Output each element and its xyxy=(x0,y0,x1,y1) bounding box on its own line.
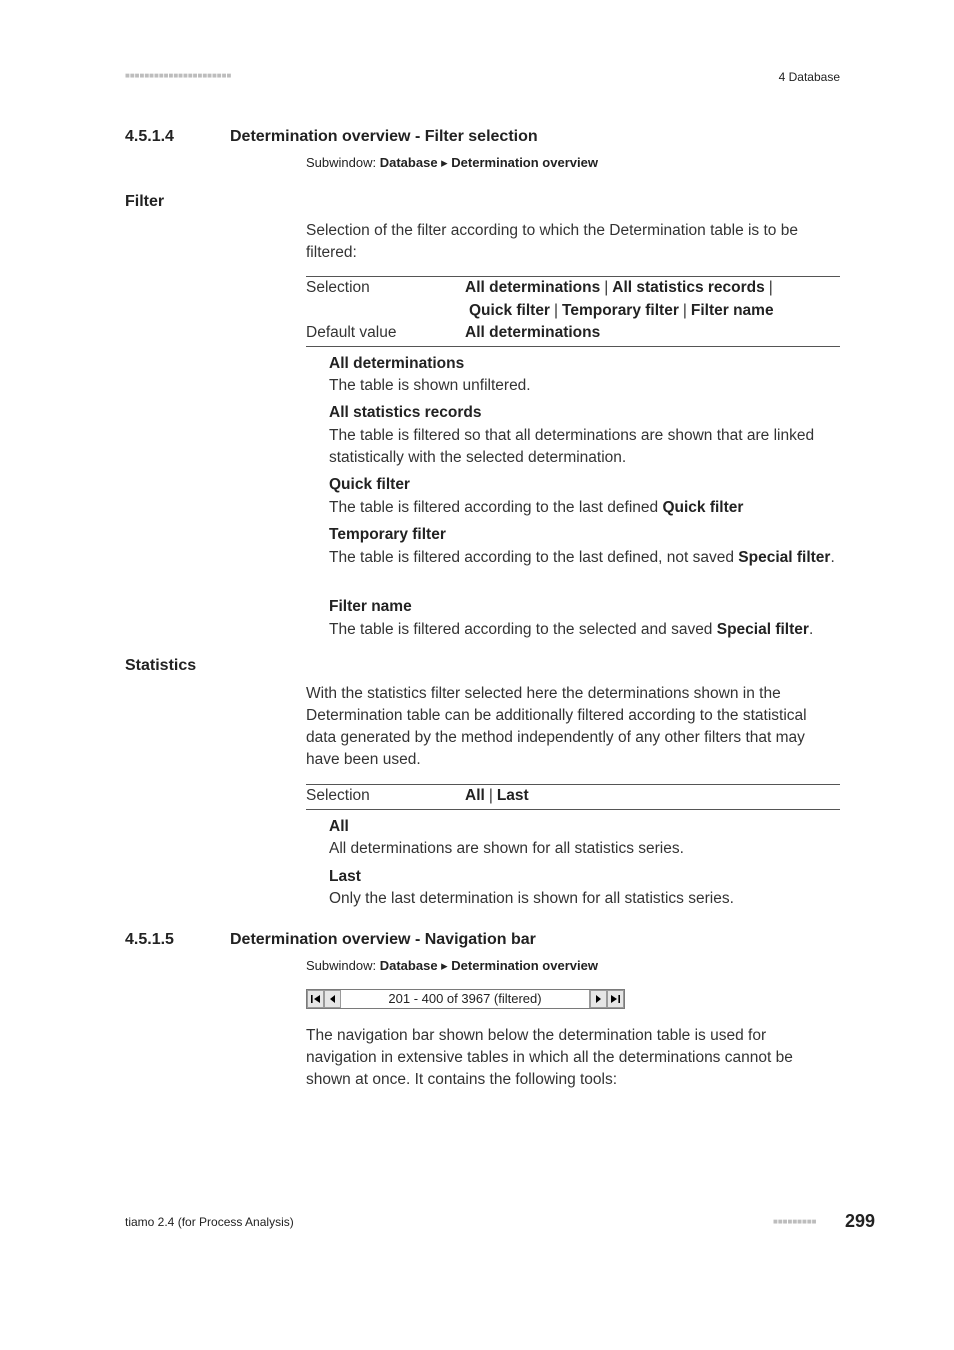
option-value: Last xyxy=(496,787,529,804)
option-value: Quick filter xyxy=(469,301,550,319)
option-description: The table is filtered according to the last defined, not saved Special filter. xyxy=(329,549,835,566)
option-title: Last xyxy=(329,868,361,885)
next-page-icon[interactable] xyxy=(590,990,607,1008)
section-number: 4.5.1.5 xyxy=(125,931,174,948)
option-description: The table is shown unfiltered. xyxy=(329,377,531,394)
navigation-bar xyxy=(306,989,625,1009)
default-value: All determinations xyxy=(465,324,601,341)
section-number: 4.5.1.4 xyxy=(125,128,174,145)
option-title: All statistics records xyxy=(329,404,482,421)
option-value: Temporary filter xyxy=(562,301,679,319)
selection-row xyxy=(306,277,840,322)
filter-label: Filter xyxy=(125,193,165,210)
default-row xyxy=(306,322,840,345)
option-title: Filter name xyxy=(329,598,412,615)
footer-product: tiamo 2.4 (for Process Analysis) xyxy=(125,1215,294,1229)
section-heading xyxy=(125,128,538,146)
record-range: 201 - 400 of 3967 (filtered) xyxy=(341,990,590,1008)
section-title: Determination overview - Navigation bar xyxy=(230,931,536,948)
option-description: The table is filtered so that all determinations are shown that are linked statistically with the selected determination. xyxy=(329,427,815,466)
last-record-icon[interactable] xyxy=(607,990,624,1008)
filter-parameter-table xyxy=(306,276,840,347)
option-value: All statistics records xyxy=(612,279,765,296)
statistics-label: Statistics xyxy=(125,657,197,674)
subwindow-location: Database ▸ Determination overview xyxy=(379,155,598,170)
subwindow-label: Subwindow: xyxy=(306,958,377,973)
selection-key: Selection xyxy=(306,279,370,296)
selection-row xyxy=(306,785,840,808)
option-description: All determinations are shown for all statistics series. xyxy=(329,840,684,857)
option-description: Only the last determination is shown for all statistics series. xyxy=(329,890,734,907)
header-decoration: ■■■■■■■■■■■■■■■■■■■■■■ xyxy=(125,71,232,80)
option-title: All determinations xyxy=(329,355,465,372)
subwindow-path xyxy=(306,958,598,974)
section-title: Determination overview - Filter selection xyxy=(230,128,538,145)
subwindow-path xyxy=(306,155,598,171)
selection-key: Selection xyxy=(306,787,370,804)
default-key: Default value xyxy=(306,324,397,341)
subwindow-label: Subwindow: xyxy=(306,155,377,170)
selection-options: All | Last xyxy=(465,787,529,804)
first-record-icon[interactable] xyxy=(307,990,324,1008)
option-value: All xyxy=(465,787,485,804)
option-title: All xyxy=(329,818,349,835)
option-description: The table is filtered according to the last defined Quick filter xyxy=(329,499,744,516)
statistics-intro: With the statistics filter selected here the determinations shown in the Determination table can be additionally filtered according to the statistical data generated by the method independently of any other filters that may have been used. xyxy=(306,685,807,768)
subwindow-location: Database ▸ Determination overview xyxy=(379,958,598,973)
option-value: Filter name xyxy=(690,301,774,319)
option-value: All determinations xyxy=(465,279,601,296)
selection-options: All determinations | All statistics records | Quick filter | Temporary filter | Filter name xyxy=(465,279,774,319)
option-description: The table is filtered according to the selected and saved Special filter. xyxy=(329,621,814,638)
page-number: 299 xyxy=(845,1211,876,1231)
option-title: Quick filter xyxy=(329,476,410,493)
option-title: Temporary filter xyxy=(329,526,446,543)
filter-intro: Selection of the filter according to which the Determination table is to be filtered: xyxy=(306,222,798,261)
navigation-intro: The navigation bar shown below the determination table is used for navigation in extensive tables in which all the determinations cannot be shown at once. It contains the following tools: xyxy=(306,1027,793,1088)
chapter-title: 4 Database xyxy=(778,70,840,84)
previous-page-icon[interactable] xyxy=(324,990,341,1008)
section-heading xyxy=(125,931,536,949)
footer-decoration: ■■■■■■■■■ xyxy=(773,1217,817,1226)
statistics-parameter-table xyxy=(306,784,840,810)
